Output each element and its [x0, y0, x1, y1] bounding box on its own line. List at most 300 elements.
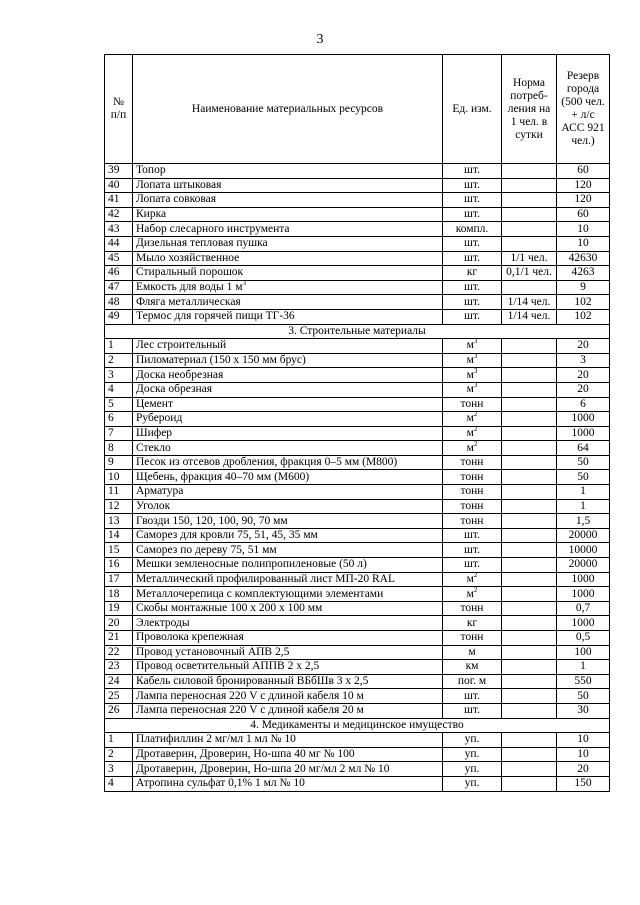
- reserve-amount: [557, 426, 610, 441]
- table-row: [105, 309, 610, 324]
- resource-name-text: Провод осветительный АППВ 2 х 2,5: [136, 660, 320, 673]
- unit-of-measure-text: м: [468, 645, 476, 658]
- unit-of-measure: [443, 470, 502, 485]
- table-row: [105, 528, 610, 543]
- row-number: [105, 499, 133, 514]
- resource-name-text: Гвозди 150, 120, 100, 90, 70 мм: [136, 514, 288, 527]
- section-row: [105, 718, 610, 733]
- resource-name-text: Кабель силовой бронированный ВБбШв 3 х 2,5: [136, 675, 369, 688]
- table-row: [105, 703, 610, 718]
- resource-name-text: Фляга металлическая: [136, 295, 241, 308]
- resource-name: [133, 514, 443, 529]
- unit-of-measure: [443, 572, 502, 587]
- consumption-norm-text: 0,1/1 чел.: [506, 266, 552, 279]
- resource-name: [133, 368, 443, 383]
- table-row: [105, 397, 610, 412]
- resource-name-text: Топор: [136, 164, 166, 177]
- resource-name: [133, 207, 443, 222]
- resource-name: [133, 587, 443, 602]
- table-row: [105, 295, 610, 310]
- consumption-norm: [502, 601, 557, 616]
- resource-name: [133, 295, 443, 310]
- unit-of-measure: [443, 382, 502, 397]
- reserve-amount-text: 20: [577, 368, 589, 381]
- table-row: [105, 514, 610, 529]
- row-number: [105, 470, 133, 485]
- resource-name: [133, 236, 443, 251]
- resource-name-text: Лампа переносная 220 V с длиной кабеля 20 м: [136, 704, 364, 717]
- table-row: [105, 470, 610, 485]
- reserve-amount-text: 50: [577, 470, 589, 483]
- unit-superscript: 2: [473, 586, 478, 594]
- reserve-amount-text: 100: [574, 645, 592, 658]
- unit-of-measure-text: уп.: [464, 733, 480, 746]
- unit-of-measure: [443, 164, 502, 179]
- row-number: [105, 747, 133, 762]
- resource-name-text: Доска необрезная: [136, 368, 224, 381]
- unit-of-measure-text: шт.: [464, 281, 480, 294]
- consumption-norm: [502, 397, 557, 412]
- table-row: [105, 266, 610, 281]
- unit-of-measure: [443, 587, 502, 602]
- resource-name-text: Металлочерепица с комплектующими элементами: [136, 587, 384, 600]
- reserve-amount-text: 0,7: [575, 602, 591, 615]
- row-number: [105, 485, 133, 500]
- reserve-amount-text: 20: [577, 383, 589, 396]
- resource-name: [133, 309, 443, 324]
- resource-name: [133, 426, 443, 441]
- table-row: [105, 762, 610, 777]
- row-number-text: 41: [108, 193, 120, 206]
- reserve-amount: [557, 353, 610, 368]
- section-row: [105, 324, 610, 339]
- unit-of-measure-text: кг: [466, 616, 478, 629]
- reserve-amount-text: 20: [577, 339, 589, 352]
- consumption-norm: [502, 733, 557, 748]
- reserve-amount-text: 60: [577, 164, 589, 177]
- unit-of-measure-text: тонн: [460, 514, 484, 527]
- unit-of-measure-text: м: [466, 587, 474, 600]
- table-row: [105, 543, 610, 558]
- reserve-amount: [557, 368, 610, 383]
- reserve-amount: [557, 543, 610, 558]
- row-number-text: 11: [108, 485, 120, 498]
- consumption-norm: [502, 251, 557, 266]
- reserve-amount-text: 150: [574, 777, 592, 790]
- row-number-text: 5: [108, 397, 114, 410]
- resource-name: [133, 703, 443, 718]
- row-number-text: 14: [108, 529, 120, 542]
- table-row: [105, 674, 610, 689]
- unit-of-measure: [443, 703, 502, 718]
- reserve-amount: [557, 207, 610, 222]
- unit-of-measure: [443, 222, 502, 237]
- unit-of-measure-text: шт.: [464, 251, 480, 264]
- row-number-text: 45: [108, 251, 120, 264]
- row-number-text: 39: [108, 164, 120, 177]
- reserve-amount: [557, 572, 610, 587]
- resources-table: [104, 54, 610, 792]
- reserve-amount: [557, 222, 610, 237]
- unit-of-measure: [443, 207, 502, 222]
- row-number-text: 4: [108, 383, 114, 396]
- unit-of-measure: [443, 266, 502, 281]
- resource-name: [133, 660, 443, 675]
- reserve-amount-text: 60: [577, 208, 589, 221]
- resource-name-text: Мешки земленосные полипропиленовые (50 л): [136, 558, 367, 571]
- unit-of-measure-text: шт.: [464, 704, 480, 717]
- resource-name: [133, 558, 443, 573]
- resource-name-text: Лопата совковая: [136, 193, 217, 206]
- consumption-norm: [502, 528, 557, 543]
- reserve-amount-text: 1: [580, 499, 586, 512]
- reserve-amount: [557, 485, 610, 500]
- unit-of-measure: [443, 499, 502, 514]
- row-number-text: 3: [108, 368, 114, 381]
- unit-of-measure-text: шт.: [464, 178, 480, 191]
- resource-name-text: Цемент: [136, 397, 173, 410]
- resource-name-text: Электроды: [136, 616, 190, 629]
- resource-name-text: Уголок: [136, 499, 171, 512]
- resource-name: [133, 251, 443, 266]
- table-row: [105, 353, 610, 368]
- table-row: [105, 368, 610, 383]
- unit-superscript: 2: [473, 411, 478, 419]
- table-row: [105, 733, 610, 748]
- row-number: [105, 733, 133, 748]
- section-title: 3. Строительные материалы: [105, 324, 610, 339]
- consumption-norm: [502, 543, 557, 558]
- reserve-amount-text: 10: [577, 237, 589, 250]
- unit-of-measure-text: кг: [466, 266, 478, 279]
- row-number: [105, 631, 133, 646]
- consumption-norm: [502, 485, 557, 500]
- consumption-norm: [502, 762, 557, 777]
- unit-of-measure-text: уп.: [464, 777, 480, 790]
- table-row: [105, 499, 610, 514]
- reserve-amount-text: 50: [577, 456, 589, 469]
- table-row: [105, 572, 610, 587]
- table-row: [105, 222, 610, 237]
- reserve-amount: [557, 558, 610, 573]
- unit-of-measure-text: м: [466, 383, 474, 396]
- row-number-text: 43: [108, 222, 120, 235]
- unit-of-measure: [443, 485, 502, 500]
- row-number-text: 17: [108, 572, 120, 585]
- resource-name: [133, 747, 443, 762]
- reserve-amount-text: 20: [577, 762, 589, 775]
- table-row: [105, 280, 610, 295]
- row-number-text: 1: [108, 733, 114, 746]
- resource-name: [133, 470, 443, 485]
- unit-superscript: 2: [473, 426, 478, 434]
- resource-name: [133, 353, 443, 368]
- row-number: [105, 397, 133, 412]
- row-number: [105, 412, 133, 427]
- resource-name-text: Дротаверин, Дроверин, Но-шпа 20 мг/мл 2 мл № 10: [136, 762, 390, 775]
- resource-name-text: Доска обрезная: [136, 383, 213, 396]
- reserve-amount-text: 1000: [571, 587, 595, 600]
- row-number: [105, 207, 133, 222]
- resource-name-text: Провод установочный АПВ 2,5: [136, 645, 290, 658]
- resource-name: [133, 455, 443, 470]
- consumption-norm: [502, 193, 557, 208]
- unit-of-measure: [443, 674, 502, 689]
- reserve-amount-text: 10: [577, 733, 589, 746]
- row-number-text: 25: [108, 689, 120, 702]
- unit-of-measure: [443, 762, 502, 777]
- row-number: [105, 353, 133, 368]
- reserve-amount-text: 102: [574, 310, 592, 323]
- reserve-amount: [557, 470, 610, 485]
- consumption-norm: [502, 339, 557, 354]
- reserve-amount: [557, 762, 610, 777]
- row-number-text: 2: [108, 354, 114, 367]
- table-row: [105, 631, 610, 646]
- row-number: [105, 178, 133, 193]
- resource-name: [133, 499, 443, 514]
- row-number: [105, 193, 133, 208]
- row-number-text: 15: [108, 543, 120, 556]
- resource-name-text: Щебень, фракция 40–70 мм (М600): [136, 470, 310, 483]
- consumption-norm: [502, 514, 557, 529]
- consumption-norm: [502, 222, 557, 237]
- resource-name-text: Кирка: [136, 208, 167, 221]
- reserve-amount: [557, 587, 610, 602]
- unit-of-measure: [443, 733, 502, 748]
- reserve-amount-text: 9: [580, 281, 586, 294]
- unit-of-measure-text: тонн: [460, 602, 484, 615]
- unit-of-measure: [443, 455, 502, 470]
- consumption-norm: [502, 382, 557, 397]
- row-number: [105, 689, 133, 704]
- unit-of-measure-text: шт.: [464, 193, 480, 206]
- resource-name-text: Стиральный порошок: [136, 266, 244, 279]
- row-number-text: 12: [108, 499, 120, 512]
- reserve-amount-text: 30: [577, 704, 589, 717]
- row-number: [105, 368, 133, 383]
- unit-of-measure: [443, 280, 502, 295]
- row-number-text: 20: [108, 616, 120, 629]
- unit-of-measure-text: тонн: [460, 397, 484, 410]
- reserve-amount: [557, 397, 610, 412]
- resource-name-text: Атропина сульфат 0,1% 1 мл № 10: [136, 777, 305, 790]
- reserve-amount: [557, 455, 610, 470]
- reserve-amount: [557, 601, 610, 616]
- reserve-amount: [557, 193, 610, 208]
- resource-name-text: Лампа переносная 220 V с длиной кабеля 10 м: [136, 689, 364, 702]
- consumption-norm: [502, 776, 557, 791]
- row-number-text: 1: [108, 339, 114, 352]
- row-number: [105, 309, 133, 324]
- row-number: [105, 441, 133, 456]
- row-number: [105, 295, 133, 310]
- row-number-text: 23: [108, 660, 120, 673]
- unit-of-measure: [443, 558, 502, 573]
- header-unit: Ед. изм.: [443, 55, 502, 164]
- reserve-amount-text: 3: [580, 354, 586, 367]
- reserve-amount: [557, 674, 610, 689]
- row-number-text: 3: [108, 762, 114, 775]
- reserve-amount-text: 1000: [571, 572, 595, 585]
- table-row: [105, 382, 610, 397]
- resource-name: [133, 572, 443, 587]
- resource-name-text: Проволока крепежная: [136, 631, 244, 644]
- consumption-norm: [502, 236, 557, 251]
- resource-name: [133, 441, 443, 456]
- resource-name: [133, 616, 443, 631]
- consumption-norm: [502, 674, 557, 689]
- resource-name-text: Термос для горячей пищи ТГ-36: [136, 310, 295, 323]
- reserve-amount: [557, 236, 610, 251]
- row-number: [105, 558, 133, 573]
- reserve-amount-text: 42630: [568, 251, 598, 264]
- row-number: [105, 164, 133, 179]
- consumption-norm: [502, 645, 557, 660]
- resource-name-text: Лопата штыковая: [136, 178, 222, 191]
- resource-name-text: Скобы монтажные 100 х 200 х 100 мм: [136, 602, 323, 615]
- reserve-amount: [557, 631, 610, 646]
- resource-name-text: Дротаверин, Дроверин, Но-шпа 40 мг № 100: [136, 748, 355, 761]
- unit-of-measure-text: шт.: [464, 543, 480, 556]
- reserve-amount: [557, 382, 610, 397]
- consumption-norm: [502, 631, 557, 646]
- table-row: [105, 660, 610, 675]
- consumption-norm: [502, 178, 557, 193]
- table-row: [105, 207, 610, 222]
- consumption-norm: [502, 499, 557, 514]
- unit-of-measure-text: шт.: [464, 164, 480, 177]
- unit-of-measure: [443, 353, 502, 368]
- unit-of-measure-text: тонн: [460, 499, 484, 512]
- consumption-norm: [502, 353, 557, 368]
- unit-superscript: 3: [473, 367, 478, 375]
- row-number: [105, 528, 133, 543]
- reserve-amount: [557, 295, 610, 310]
- resource-name: [133, 689, 443, 704]
- name-superscript: 3: [242, 280, 246, 288]
- row-number: [105, 236, 133, 251]
- row-number-text: 16: [108, 558, 120, 571]
- table-row: [105, 164, 610, 179]
- unit-of-measure: [443, 309, 502, 324]
- resource-name: [133, 776, 443, 791]
- resource-name-text: Арматура: [136, 485, 184, 498]
- row-number: [105, 280, 133, 295]
- row-number: [105, 674, 133, 689]
- resource-name-text: Платифиллин 2 мг/мл 1 мл № 10: [136, 733, 296, 746]
- row-number-text: 2: [108, 748, 114, 761]
- consumption-norm: [502, 441, 557, 456]
- table-row: [105, 339, 610, 354]
- resource-name-text: Лес строительный: [136, 339, 227, 352]
- consumption-norm-text: 1/14 чел.: [507, 295, 551, 308]
- unit-of-measure: [443, 543, 502, 558]
- reserve-amount: [557, 412, 610, 427]
- header-reserve: Резерв города (500 чел. + л/с АСС 921 чел.): [557, 55, 610, 164]
- unit-of-measure-text: шт.: [464, 529, 480, 542]
- unit-of-measure: [443, 295, 502, 310]
- table-row: [105, 689, 610, 704]
- consumption-norm: [502, 207, 557, 222]
- resource-name: [133, 645, 443, 660]
- unit-of-measure: [443, 397, 502, 412]
- row-number: [105, 455, 133, 470]
- reserve-amount-text: 64: [577, 441, 589, 454]
- consumption-norm: [502, 266, 557, 281]
- unit-of-measure: [443, 528, 502, 543]
- resource-name: [133, 382, 443, 397]
- table-row: [105, 776, 610, 791]
- resource-name-text: Саморез по дереву 75, 51 мм: [136, 543, 277, 556]
- row-number-text: 7: [108, 426, 114, 439]
- unit-superscript: 3: [473, 353, 478, 361]
- row-number: [105, 251, 133, 266]
- unit-of-measure: [443, 251, 502, 266]
- row-number: [105, 645, 133, 660]
- unit-of-measure: [443, 426, 502, 441]
- reserve-amount: [557, 309, 610, 324]
- table-body: [105, 164, 610, 792]
- consumption-norm: [502, 280, 557, 295]
- header-norm: Норма потреб-ления на 1 чел. в сутки: [502, 55, 557, 164]
- resource-name-text: Емкость для воды 1 м: [136, 281, 243, 294]
- reserve-amount-text: 0,5: [575, 631, 591, 644]
- row-number-text: 24: [108, 675, 120, 688]
- table-row: [105, 193, 610, 208]
- table-row: [105, 455, 610, 470]
- table-row: [105, 616, 610, 631]
- unit-of-measure: [443, 193, 502, 208]
- reserve-amount: [557, 689, 610, 704]
- unit-of-measure-text: тонн: [460, 456, 484, 469]
- resource-name: [133, 543, 443, 558]
- unit-of-measure: [443, 616, 502, 631]
- consumption-norm: [502, 455, 557, 470]
- unit-of-measure-text: шт.: [464, 310, 480, 323]
- row-number-text: 4: [108, 777, 114, 790]
- reserve-amount: [557, 660, 610, 675]
- header-row: [105, 55, 610, 164]
- resource-name: [133, 762, 443, 777]
- consumption-norm: [502, 368, 557, 383]
- row-number-text: 19: [108, 602, 120, 615]
- resource-name: [133, 601, 443, 616]
- reserve-amount-text: 1000: [571, 616, 595, 629]
- unit-of-measure-text: шт.: [464, 558, 480, 571]
- header-name: Наименование материальных ресурсов: [133, 55, 443, 164]
- row-number-text: 48: [108, 295, 120, 308]
- consumption-norm: [502, 616, 557, 631]
- reserve-amount: [557, 266, 610, 281]
- unit-of-measure: [443, 412, 502, 427]
- unit-of-measure-text: компл.: [455, 222, 489, 235]
- unit-of-measure: [443, 601, 502, 616]
- resource-name: [133, 412, 443, 427]
- row-number: [105, 703, 133, 718]
- unit-of-measure: [443, 645, 502, 660]
- resource-name: [133, 178, 443, 193]
- reserve-amount: [557, 514, 610, 529]
- consumption-norm: [502, 426, 557, 441]
- reserve-amount-text: 1,5: [575, 514, 591, 527]
- row-number-text: 46: [108, 266, 120, 279]
- unit-superscript: 3: [473, 382, 478, 390]
- consumption-norm: [502, 295, 557, 310]
- reserve-amount: [557, 776, 610, 791]
- header-num: № п/п: [105, 55, 133, 164]
- resource-name: [133, 631, 443, 646]
